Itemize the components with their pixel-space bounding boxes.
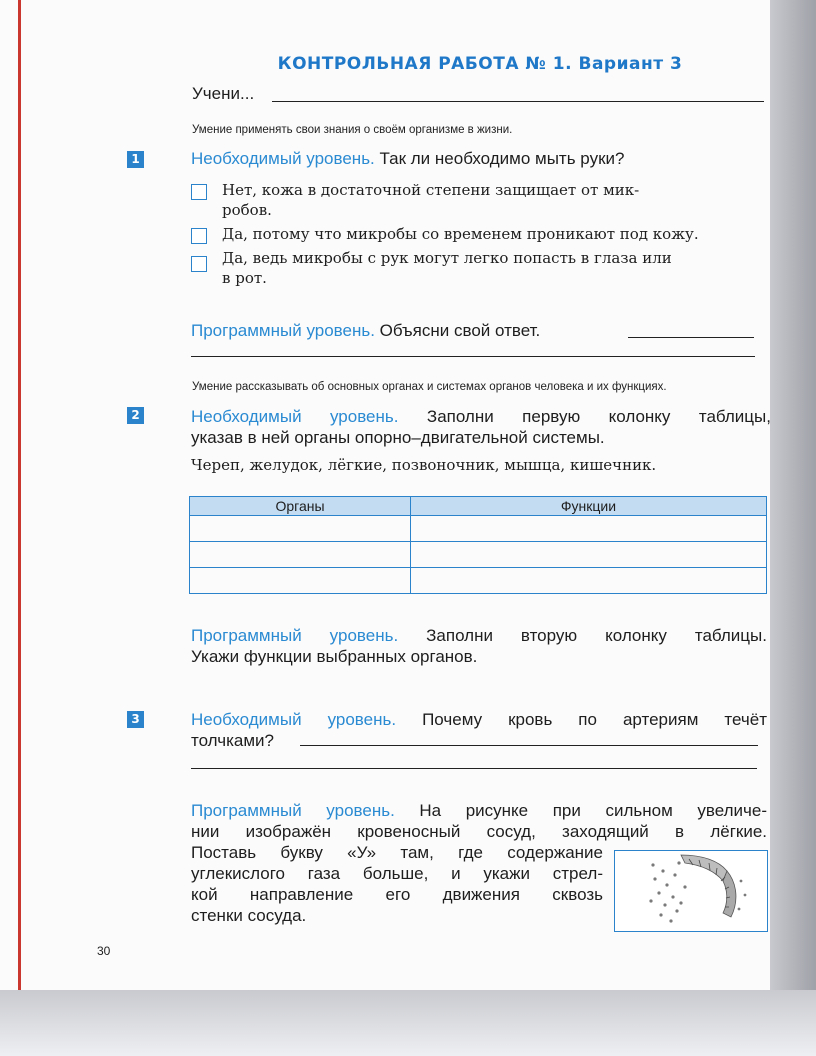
task3-required-level: Необходимый уровень. bbox=[191, 710, 397, 729]
task3-program-level: Программный уровень. bbox=[191, 801, 395, 820]
task2-program-level: Программный уровень. bbox=[191, 626, 399, 645]
task3-program-text1: На рисунке при сильном увеличе- bbox=[419, 801, 767, 820]
organ-cell[interactable] bbox=[190, 516, 411, 542]
page-title: КОНТРОЛЬНАЯ РАБОТА № 1. Вариант 3 bbox=[277, 54, 683, 74]
task2-program-line2: Укажи функции выбранных органов. bbox=[191, 647, 478, 666]
table-row bbox=[190, 516, 767, 542]
task3-program-line2: нии изображён кровеносный сосуд, заходящий в лёгкие. bbox=[191, 822, 767, 841]
task3-program-wrap bbox=[191, 842, 603, 926]
task1-option1-line2: робов. bbox=[222, 201, 272, 219]
student-label: Учени... bbox=[192, 84, 255, 103]
organ-cell[interactable] bbox=[190, 542, 411, 568]
task2-program bbox=[191, 625, 767, 667]
task2-program-line1 bbox=[191, 625, 767, 646]
task1-program bbox=[191, 320, 540, 341]
task1-question bbox=[191, 148, 624, 169]
function-cell[interactable] bbox=[411, 568, 767, 594]
task3-program-line5: кой направление его движения сквозь bbox=[191, 885, 603, 904]
blood-vessel-figure[interactable] bbox=[614, 850, 768, 932]
task3-answer-line1[interactable] bbox=[300, 745, 758, 746]
task2-program-text1: Заполни вторую колонку таблицы. bbox=[426, 626, 767, 645]
task1-program-level: Программный уровень. bbox=[191, 321, 375, 340]
task1-required-level: Необходимый уровень. bbox=[191, 149, 375, 168]
task1-option1-checkbox[interactable] bbox=[191, 184, 207, 200]
student-name-line[interactable] bbox=[272, 101, 764, 102]
task1-option3-line1: Да, ведь микробы с рук могут легко попасть в глаза или bbox=[222, 249, 672, 267]
task1-number-badge: 1 bbox=[127, 151, 144, 168]
task1-skill: Умение применять свои знания о своём организме в жизни. bbox=[192, 124, 513, 136]
page-number: 30 bbox=[97, 944, 111, 958]
task2-question-line2: указав в ней органы опорно–двигательной системы. bbox=[191, 428, 605, 447]
function-cell[interactable] bbox=[411, 542, 767, 568]
task1-question-text: Так ли необходимо мыть руки? bbox=[379, 149, 625, 168]
task3-program-line4: углекислого газа больше, и укажи стрел- bbox=[191, 864, 603, 883]
task3-number-badge: 3 bbox=[127, 711, 144, 728]
blood-vessel-illustration bbox=[615, 851, 767, 931]
organs-column-header: Органы bbox=[190, 497, 411, 516]
task1-option2-checkbox[interactable] bbox=[191, 228, 207, 244]
task2-question bbox=[191, 406, 771, 448]
page-edge-shadow bbox=[770, 0, 816, 1056]
task1-answer-line1[interactable] bbox=[628, 337, 754, 338]
task2-question-line1 bbox=[191, 406, 771, 427]
task3-program-line3: Поставь букву «У» там, где содержание bbox=[191, 843, 603, 862]
margin-line bbox=[18, 0, 21, 990]
task3-question-line1 bbox=[191, 709, 767, 730]
task1-answer-line2[interactable] bbox=[191, 356, 755, 357]
task2-word-list: Череп, желудок, лёгкие, позвоночник, мышца, кишечник. bbox=[191, 456, 657, 474]
table-header-row bbox=[190, 497, 767, 516]
table-row bbox=[190, 568, 767, 594]
task2-number-badge: 2 bbox=[127, 407, 144, 424]
task3-answer-line2[interactable] bbox=[191, 768, 757, 769]
task3-program-line6: стенки сосуда. bbox=[191, 906, 307, 925]
task1-program-task: Объясни свой ответ. bbox=[379, 321, 541, 340]
task1-option3-line2: в рот. bbox=[222, 269, 267, 287]
organs-table bbox=[189, 496, 767, 594]
task3-program-line1 bbox=[191, 800, 767, 821]
page-bottom-shadow bbox=[0, 990, 816, 1056]
function-cell[interactable] bbox=[411, 516, 767, 542]
task1-option2: Да, потому что микробы со временем проникают под кожу. bbox=[222, 225, 699, 243]
task2-question-text1: Заполни первую колонку таблицы, bbox=[426, 407, 771, 426]
task1-option3 bbox=[222, 248, 770, 288]
table-row bbox=[190, 542, 767, 568]
task2-required-level: Необходимый уровень. bbox=[191, 407, 399, 426]
task3-question-line2: толчками? bbox=[191, 731, 274, 750]
functions-column-header: Функции bbox=[411, 497, 767, 516]
task1-option3-checkbox[interactable] bbox=[191, 256, 207, 272]
task2-skill: Умение рассказывать об основных органах и системах органов человека и их функциях. bbox=[192, 381, 667, 393]
task1-option1-line1: Нет, кожа в достаточной степени защищает от мик- bbox=[222, 181, 640, 199]
task1-option1 bbox=[222, 180, 770, 220]
task3-question-text1: Почему кровь по артериям течёт bbox=[422, 710, 767, 729]
organ-cell[interactable] bbox=[190, 568, 411, 594]
